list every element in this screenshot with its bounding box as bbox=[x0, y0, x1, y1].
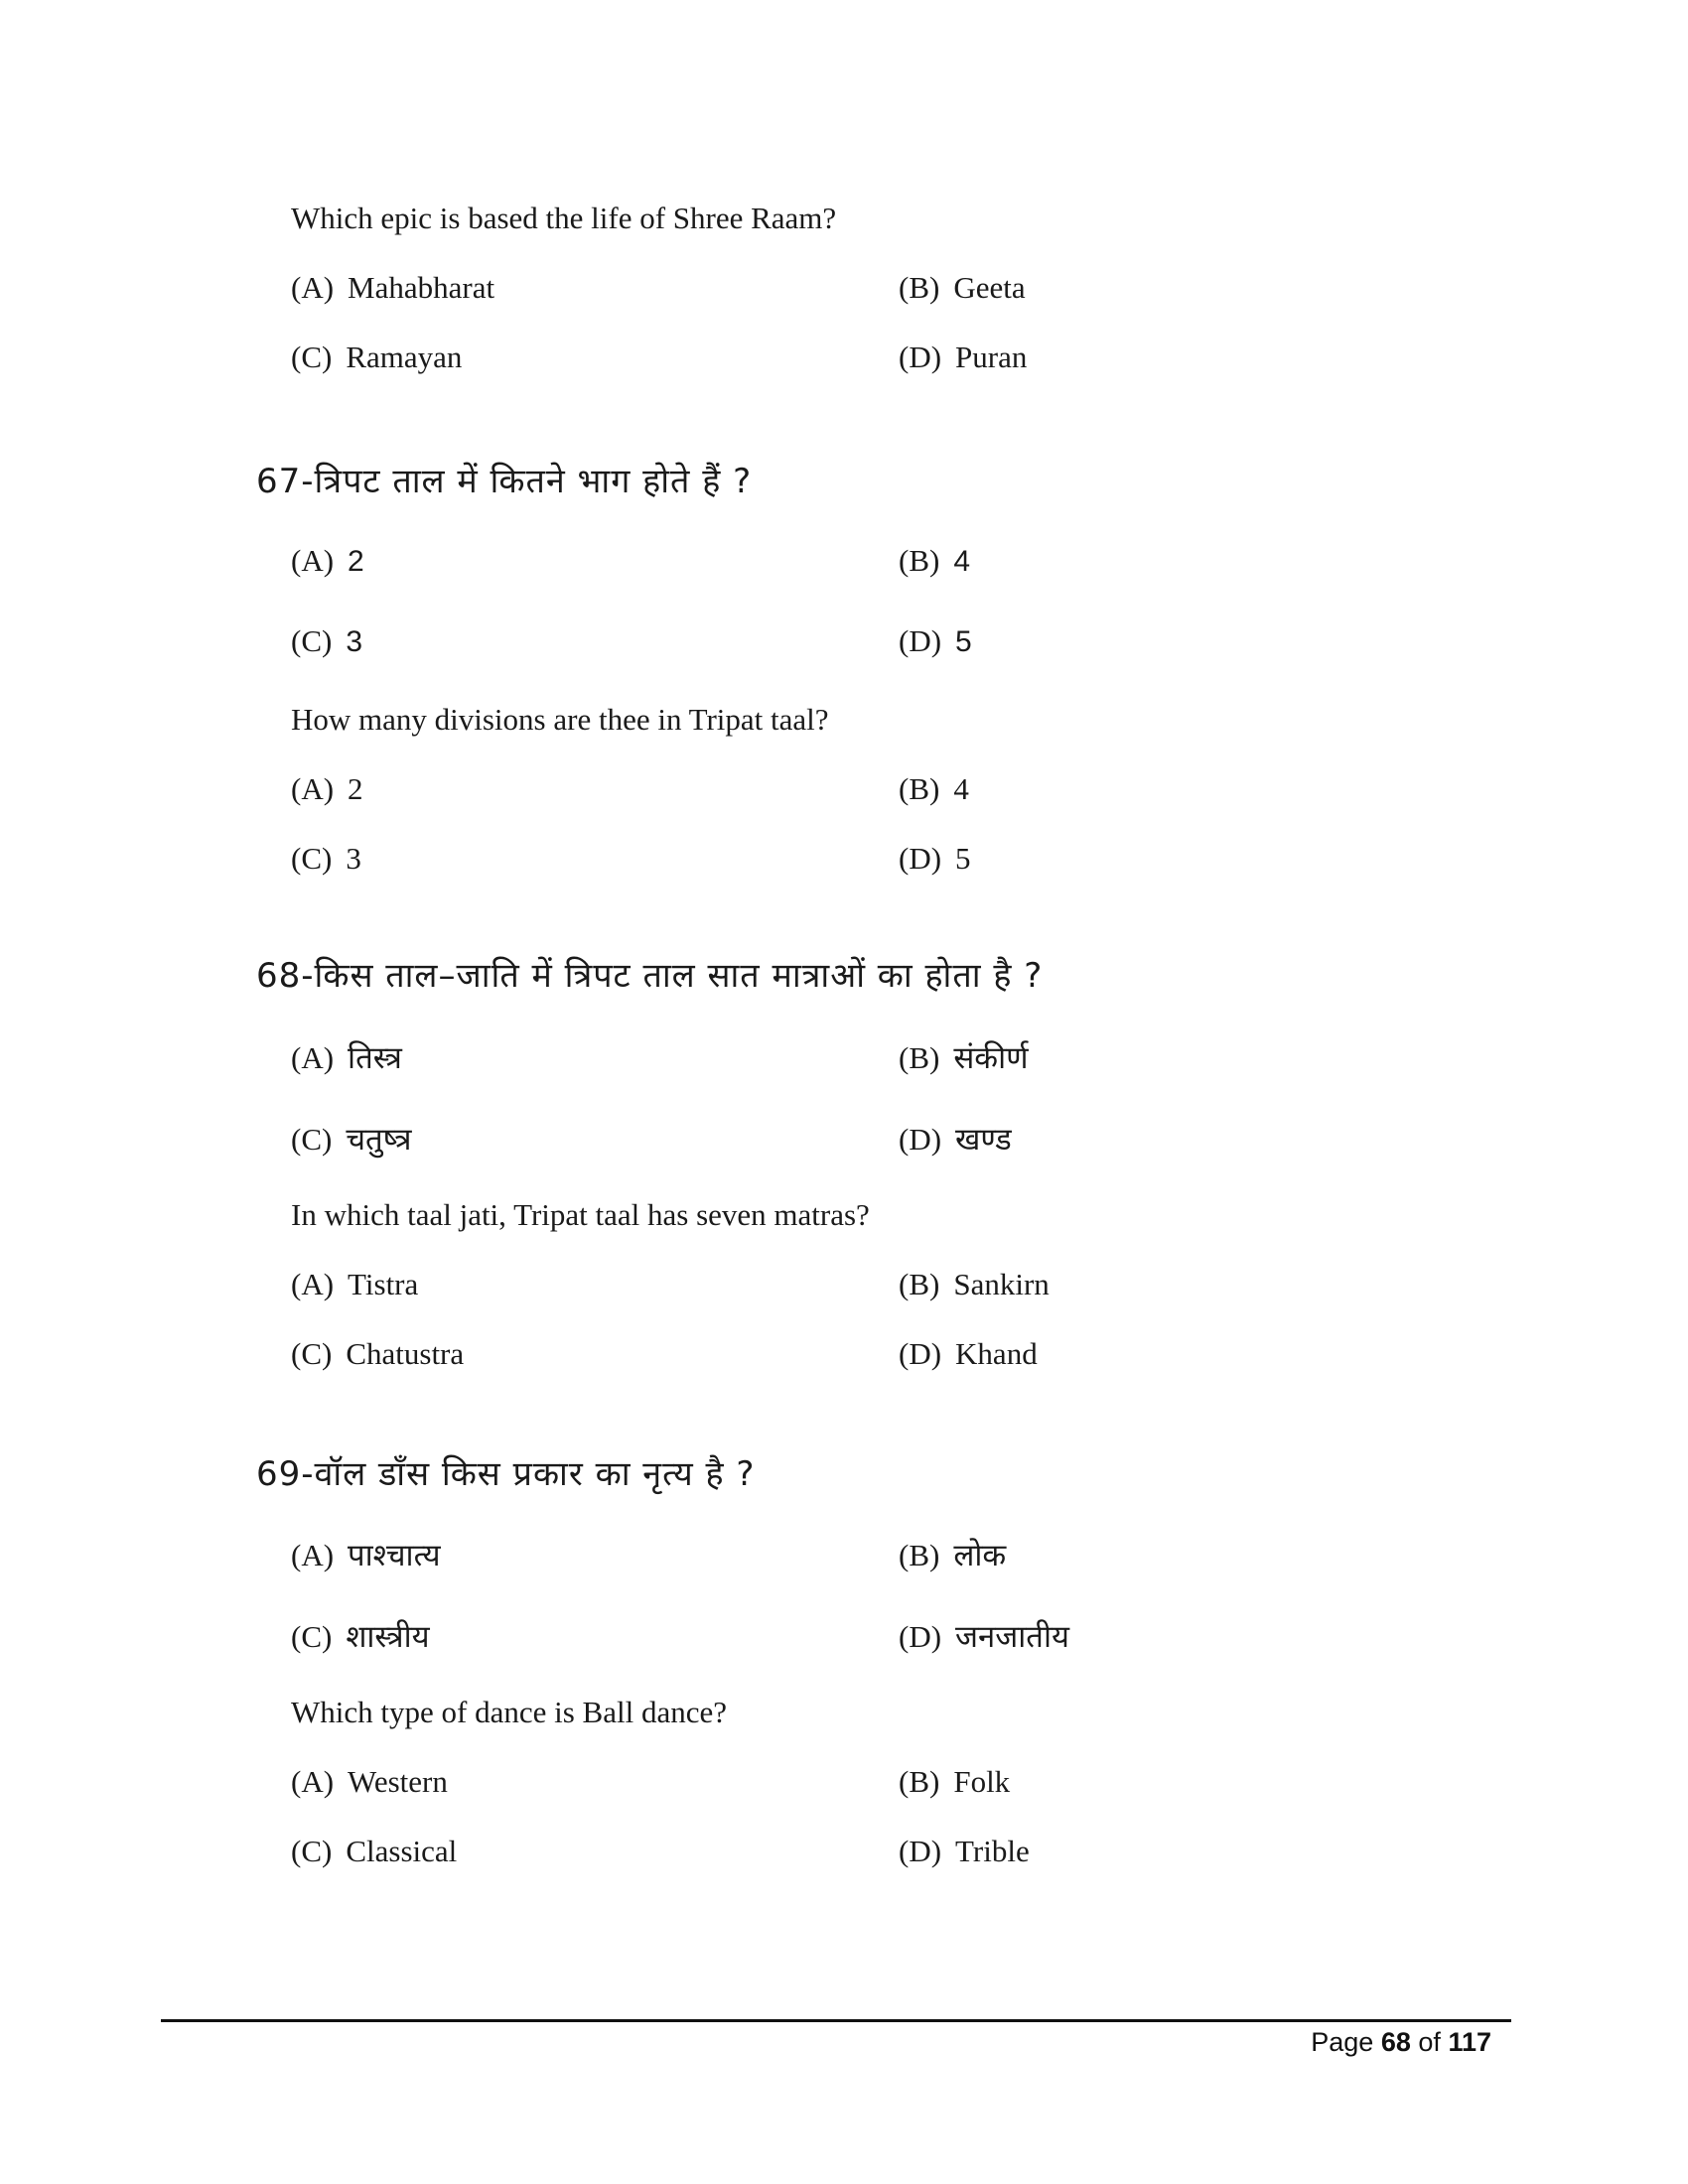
option-label: (C) bbox=[291, 1122, 333, 1157]
option-label: (B) bbox=[899, 1040, 940, 1075]
question-text: In which taal jati, Tripat taal has seven matras? bbox=[291, 1197, 870, 1232]
option-text: संकीर्ण bbox=[953, 1040, 1029, 1076]
option-d bbox=[899, 1615, 1069, 1657]
option-label: (D) bbox=[899, 623, 942, 658]
option-c bbox=[291, 1336, 464, 1372]
page-word: Page bbox=[1311, 2027, 1374, 2057]
option-b bbox=[899, 543, 970, 579]
option-text: पाश्चात्य bbox=[348, 1538, 441, 1573]
option-d bbox=[899, 340, 1027, 375]
option-label: (B) bbox=[899, 1267, 940, 1301]
option-label: (C) bbox=[291, 340, 333, 374]
of-word: of bbox=[1418, 2027, 1441, 2057]
option-text: Sankirn bbox=[953, 1267, 1050, 1301]
option-b bbox=[899, 1036, 1029, 1078]
question-text: Which type of dance is Ball dance? bbox=[291, 1695, 727, 1729]
option-a bbox=[291, 1534, 441, 1575]
option-label: (C) bbox=[291, 1336, 333, 1371]
option-text: चतुष्त्र bbox=[346, 1122, 412, 1158]
option-label: (A) bbox=[291, 543, 335, 578]
option-text: 4 bbox=[953, 545, 971, 578]
option-b bbox=[899, 771, 969, 807]
option-label: (B) bbox=[899, 270, 940, 305]
option-label: (C) bbox=[291, 623, 333, 658]
question-text: How many divisions are thee in Tripat taal? bbox=[291, 702, 829, 737]
question-text: Which epic is based the life of Shree Raam? bbox=[291, 201, 837, 235]
option-c bbox=[291, 1615, 430, 1657]
option-b bbox=[899, 1267, 1050, 1302]
option-c bbox=[291, 1118, 411, 1160]
option-c bbox=[291, 841, 361, 877]
option-c bbox=[291, 1834, 457, 1869]
option-text: खण्ड bbox=[955, 1122, 1012, 1158]
option-b bbox=[899, 1534, 1006, 1575]
question-text: 68-किस ताल–जाति में त्रिपट ताल सात मात्राओं का होता है ? bbox=[256, 956, 1044, 996]
option-label: (C) bbox=[291, 1619, 333, 1654]
option-c bbox=[291, 623, 362, 659]
option-text: लोक bbox=[953, 1538, 1007, 1573]
option-d bbox=[899, 841, 971, 877]
option-text: 3 bbox=[346, 841, 361, 876]
option-text: 5 bbox=[955, 841, 971, 876]
option-label: (D) bbox=[899, 1336, 942, 1371]
option-text: Khand bbox=[955, 1336, 1038, 1371]
option-label: (B) bbox=[899, 1538, 940, 1572]
option-a bbox=[291, 270, 494, 306]
option-text: 4 bbox=[953, 771, 969, 806]
total-pages: 117 bbox=[1448, 2027, 1491, 2057]
option-d bbox=[899, 623, 972, 659]
option-label: (D) bbox=[899, 1619, 942, 1654]
option-b bbox=[899, 270, 1026, 306]
option-text: Western bbox=[348, 1764, 448, 1799]
option-label: (A) bbox=[291, 1267, 335, 1301]
option-label: (D) bbox=[899, 1122, 942, 1157]
option-label: (D) bbox=[899, 841, 942, 876]
option-b bbox=[899, 1764, 1010, 1800]
question-text: 67-त्रिपट ताल में कितने भाग होते हैं ? bbox=[256, 462, 753, 501]
option-label: (B) bbox=[899, 1764, 940, 1799]
option-text: 2 bbox=[348, 771, 363, 806]
option-label: (A) bbox=[291, 771, 335, 806]
option-label: (C) bbox=[291, 1834, 333, 1868]
option-text: शास्त्रीय bbox=[346, 1619, 430, 1655]
option-a bbox=[291, 771, 363, 807]
option-text: Trible bbox=[955, 1834, 1030, 1868]
option-label: (A) bbox=[291, 270, 335, 305]
current-page: 68 bbox=[1380, 2027, 1411, 2057]
option-label: (A) bbox=[291, 1040, 335, 1075]
option-text: तिस्त्र bbox=[348, 1040, 402, 1076]
option-label: (A) bbox=[291, 1764, 335, 1799]
option-a bbox=[291, 543, 364, 579]
option-label: (D) bbox=[899, 340, 942, 374]
option-a bbox=[291, 1267, 418, 1302]
question-text: 69-वॉल डाँस किस प्रकार का नृत्य है ? bbox=[256, 1454, 756, 1494]
option-text: Chatustra bbox=[346, 1336, 465, 1371]
option-text: जनजातीय bbox=[955, 1619, 1069, 1655]
option-text: Classical bbox=[346, 1834, 458, 1868]
option-text: Folk bbox=[953, 1764, 1011, 1799]
option-text: Geeta bbox=[953, 270, 1026, 305]
option-a bbox=[291, 1036, 402, 1078]
option-text: 2 bbox=[348, 545, 364, 578]
page-number bbox=[1311, 2027, 1491, 2058]
option-label: (B) bbox=[899, 543, 940, 578]
option-a bbox=[291, 1764, 448, 1800]
option-label: (D) bbox=[899, 1834, 942, 1868]
option-text: Tistra bbox=[348, 1267, 419, 1301]
option-d bbox=[899, 1834, 1030, 1869]
option-text: 3 bbox=[346, 625, 363, 658]
option-label: (B) bbox=[899, 771, 940, 806]
option-text: Mahabharat bbox=[348, 270, 495, 305]
option-label: (A) bbox=[291, 1538, 335, 1572]
option-text: Puran bbox=[955, 340, 1028, 374]
option-text: Ramayan bbox=[346, 340, 463, 374]
footer-divider bbox=[161, 2019, 1511, 2022]
option-d bbox=[899, 1336, 1038, 1372]
option-c bbox=[291, 340, 462, 375]
option-d bbox=[899, 1118, 1012, 1160]
option-label: (C) bbox=[291, 841, 333, 876]
option-text: 5 bbox=[955, 625, 972, 658]
